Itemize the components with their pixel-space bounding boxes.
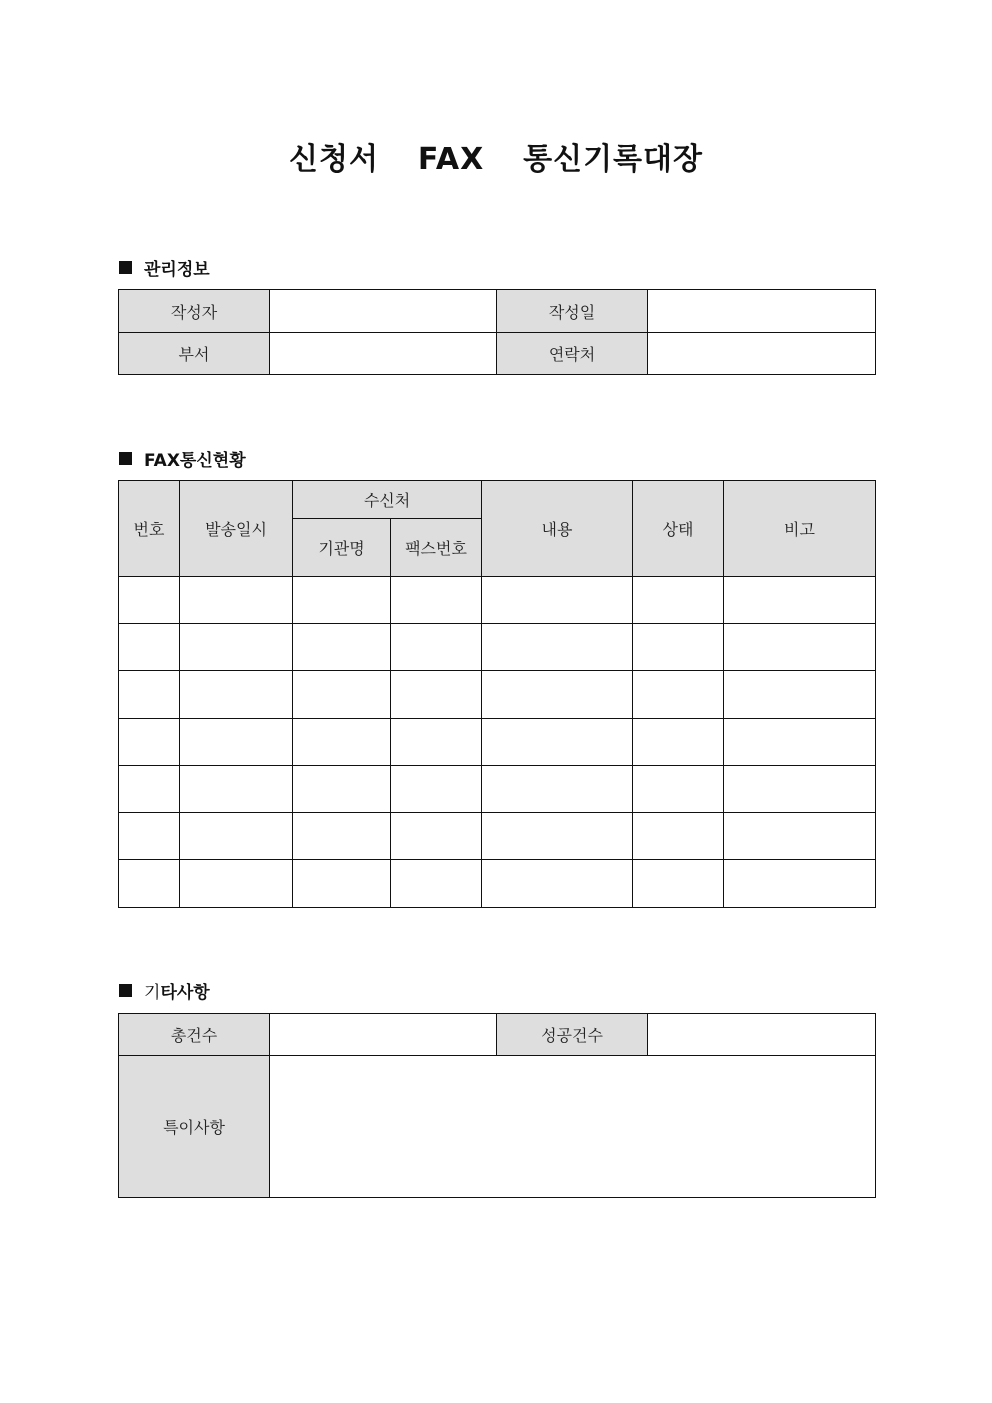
cell-content[interactable] bbox=[482, 813, 633, 860]
cell-content[interactable] bbox=[482, 860, 633, 908]
header-recipient-org: 기관명 bbox=[293, 519, 391, 577]
header-sent-datetime: 발송일시 bbox=[180, 481, 293, 577]
cell-number[interactable] bbox=[119, 766, 180, 813]
cell-remarks[interactable] bbox=[724, 766, 876, 813]
cell-number[interactable] bbox=[119, 860, 180, 908]
section-heading-label: 관리정보 bbox=[144, 260, 210, 280]
cell-number[interactable] bbox=[119, 577, 180, 624]
table-row bbox=[119, 1014, 876, 1056]
cell-remarks[interactable] bbox=[724, 860, 876, 908]
cell-org[interactable] bbox=[293, 577, 391, 624]
header-recipient: 수신처 bbox=[293, 481, 482, 519]
total-count-field[interactable] bbox=[270, 1014, 497, 1056]
table-row bbox=[119, 813, 876, 860]
cell-status[interactable] bbox=[633, 671, 724, 719]
cell-content[interactable] bbox=[482, 671, 633, 719]
date-field[interactable] bbox=[648, 290, 876, 333]
fax-status-table bbox=[118, 480, 876, 908]
cell-number[interactable] bbox=[119, 719, 180, 766]
cell-fax[interactable] bbox=[391, 577, 482, 624]
cell-status[interactable] bbox=[633, 813, 724, 860]
department-field[interactable] bbox=[270, 333, 497, 375]
notes-label: 특이사항 bbox=[119, 1056, 270, 1198]
cell-sent-datetime[interactable] bbox=[180, 766, 293, 813]
cell-status[interactable] bbox=[633, 860, 724, 908]
cell-content[interactable] bbox=[482, 719, 633, 766]
cell-remarks[interactable] bbox=[724, 671, 876, 719]
cell-fax[interactable] bbox=[391, 671, 482, 719]
cell-content[interactable] bbox=[482, 624, 633, 671]
cell-org[interactable] bbox=[293, 860, 391, 908]
section-heading-fax-status bbox=[119, 446, 246, 471]
section-heading-label: FAX통신현황 bbox=[144, 451, 246, 471]
success-count-label: 성공건수 bbox=[497, 1014, 648, 1056]
table-row bbox=[119, 860, 876, 908]
cell-fax[interactable] bbox=[391, 813, 482, 860]
cell-fax[interactable] bbox=[391, 766, 482, 813]
cell-content[interactable] bbox=[482, 577, 633, 624]
contact-field[interactable] bbox=[648, 333, 876, 375]
section-heading-label-rest: 타사항 bbox=[160, 983, 210, 1003]
success-count-field[interactable] bbox=[648, 1014, 876, 1056]
cell-remarks[interactable] bbox=[724, 813, 876, 860]
table-row bbox=[119, 1056, 876, 1198]
cell-sent-datetime[interactable] bbox=[180, 813, 293, 860]
date-label: 작성일 bbox=[497, 290, 648, 333]
header-number: 번호 bbox=[119, 481, 180, 577]
cell-fax[interactable] bbox=[391, 860, 482, 908]
author-label: 작성자 bbox=[119, 290, 270, 333]
cell-status[interactable] bbox=[633, 719, 724, 766]
header-status: 상태 bbox=[633, 481, 724, 577]
cell-remarks[interactable] bbox=[724, 577, 876, 624]
other-info-table bbox=[118, 1013, 876, 1198]
cell-remarks[interactable] bbox=[724, 624, 876, 671]
cell-status[interactable] bbox=[633, 624, 724, 671]
black-square-icon bbox=[119, 261, 132, 274]
cell-org[interactable] bbox=[293, 671, 391, 719]
cell-status[interactable] bbox=[633, 766, 724, 813]
table-row bbox=[119, 766, 876, 813]
cell-fax[interactable] bbox=[391, 719, 482, 766]
cell-org[interactable] bbox=[293, 813, 391, 860]
author-field[interactable] bbox=[270, 290, 497, 333]
cell-org[interactable] bbox=[293, 624, 391, 671]
cell-status[interactable] bbox=[633, 577, 724, 624]
notes-field[interactable] bbox=[270, 1056, 876, 1198]
cell-number[interactable] bbox=[119, 813, 180, 860]
cell-org[interactable] bbox=[293, 766, 391, 813]
cell-number[interactable] bbox=[119, 624, 180, 671]
table-row bbox=[119, 333, 876, 375]
document-title: 신청서 FAX 통신기록대장 bbox=[289, 142, 703, 177]
cell-number[interactable] bbox=[119, 671, 180, 719]
table-row bbox=[119, 290, 876, 333]
header-recipient-fax: 팩스번호 bbox=[391, 519, 482, 577]
table-row bbox=[119, 577, 876, 624]
cell-org[interactable] bbox=[293, 719, 391, 766]
cell-remarks[interactable] bbox=[724, 719, 876, 766]
cell-sent-datetime[interactable] bbox=[180, 860, 293, 908]
cell-sent-datetime[interactable] bbox=[180, 624, 293, 671]
table-row bbox=[119, 719, 876, 766]
section-heading-management bbox=[119, 255, 210, 280]
table-row bbox=[119, 671, 876, 719]
section-heading-other bbox=[119, 978, 210, 1003]
department-label: 부서 bbox=[119, 333, 270, 375]
section-heading-label-first: 기 bbox=[144, 983, 161, 1003]
black-square-icon bbox=[119, 984, 132, 997]
total-count-label: 총건수 bbox=[119, 1014, 270, 1056]
header-remarks: 비고 bbox=[724, 481, 876, 577]
cell-sent-datetime[interactable] bbox=[180, 719, 293, 766]
cell-sent-datetime[interactable] bbox=[180, 671, 293, 719]
management-info-table bbox=[118, 289, 876, 375]
contact-label: 연락처 bbox=[497, 333, 648, 375]
black-square-icon bbox=[119, 452, 132, 465]
table-row bbox=[119, 624, 876, 671]
cell-content[interactable] bbox=[482, 766, 633, 813]
cell-sent-datetime[interactable] bbox=[180, 577, 293, 624]
header-row bbox=[119, 481, 876, 519]
header-content: 내용 bbox=[482, 481, 633, 577]
cell-fax[interactable] bbox=[391, 624, 482, 671]
